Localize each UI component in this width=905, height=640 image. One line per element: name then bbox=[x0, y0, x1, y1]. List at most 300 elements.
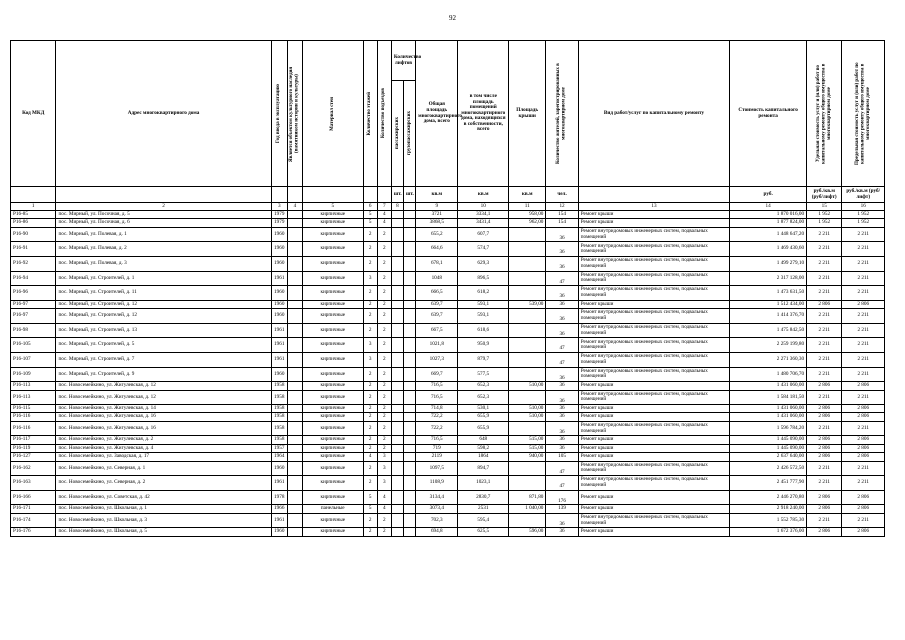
page-number: 92 bbox=[449, 14, 456, 22]
cell-unit: 2 211 bbox=[807, 421, 842, 436]
cell-unit: 2 211 bbox=[807, 352, 842, 367]
cell-code: Р16-109 bbox=[11, 367, 56, 382]
cell-roof: 962,00 bbox=[509, 219, 546, 227]
cell-address: пос. Мирный, ул. Полевая, д. 3 bbox=[56, 256, 271, 271]
cell-lc bbox=[403, 413, 415, 421]
cell-address: пос. Новосемейкино, ул. Жигулевская, д. 2 bbox=[56, 436, 271, 444]
cell-res: 36 bbox=[546, 256, 578, 271]
cell-roof bbox=[509, 390, 546, 405]
cell-area: 714,8 bbox=[416, 405, 458, 413]
cell-year: 1966 bbox=[271, 505, 287, 513]
cell-material: кирпичные bbox=[302, 242, 363, 257]
cell-res: 36 bbox=[546, 513, 578, 528]
cell-lc bbox=[403, 513, 415, 528]
cell-cost: 2 259 199,80 bbox=[730, 338, 807, 353]
cell-res: 36 bbox=[546, 242, 578, 257]
cell-year: 1979 bbox=[271, 219, 287, 227]
header-area-total: Общая площадь многоквартирного дома, всего bbox=[416, 41, 458, 187]
cell-floors: 2 bbox=[363, 242, 377, 257]
cell-res: 47 bbox=[546, 352, 578, 367]
cell-entrances: 2 bbox=[377, 436, 391, 444]
cell-work: Ремонт внутридомовых инженерных систем, подвальных помещений bbox=[578, 421, 730, 436]
cell-heritage bbox=[287, 367, 302, 382]
table-row bbox=[11, 211, 885, 219]
cell-max: 2 806 bbox=[842, 453, 885, 461]
cell-res: 36 bbox=[546, 286, 578, 301]
cell-unit: 2 211 bbox=[807, 309, 842, 324]
cell-heritage bbox=[287, 382, 302, 390]
column-number: 9 bbox=[416, 203, 458, 211]
cell-entrances: 2 bbox=[377, 421, 391, 436]
cell-own: 655,9 bbox=[458, 413, 509, 421]
cell-lp bbox=[391, 461, 403, 476]
cell-res: 154 bbox=[546, 219, 578, 227]
header-area-own: в том числе площадь помещений многоквартирного дома, находящихся в собственности, всего bbox=[458, 41, 509, 187]
header-address: Адрес многоквартирного дома bbox=[56, 41, 271, 187]
header-material: Материал стен bbox=[329, 96, 335, 131]
cell-cost: 2 451 777,90 bbox=[730, 476, 807, 491]
cell-material: кирпичные bbox=[302, 476, 363, 491]
cell-max: 2 806 bbox=[842, 300, 885, 308]
cell-roof: 871,80 bbox=[509, 490, 546, 505]
cell-res: 36 bbox=[546, 421, 578, 436]
cell-entrances: 2 bbox=[377, 271, 391, 286]
cell-material: кирпичные bbox=[302, 323, 363, 338]
cell-unit: 2 211 bbox=[807, 513, 842, 528]
cell-lc bbox=[403, 227, 415, 242]
cell-address: пос. Мирный, ул. Строителей, д. 9 bbox=[56, 367, 271, 382]
cell-material: кирпичные bbox=[302, 444, 363, 452]
cell-roof bbox=[509, 323, 546, 338]
cell-max: 2 211 bbox=[842, 242, 885, 257]
column-number: 12 bbox=[546, 203, 578, 211]
cell-own: 574,7 bbox=[458, 242, 509, 257]
table-row bbox=[11, 528, 885, 536]
cell-entrances: 2 bbox=[377, 413, 391, 421]
cell-roof bbox=[509, 476, 546, 491]
cell-work: Ремонт крыши bbox=[578, 436, 730, 444]
cell-heritage bbox=[287, 476, 302, 491]
cell-lp bbox=[391, 323, 403, 338]
cell-work: Ремонт крыши bbox=[578, 382, 730, 390]
column-number: 7 bbox=[377, 203, 391, 211]
cell-floors: 4 bbox=[363, 453, 377, 461]
cell-heritage bbox=[287, 453, 302, 461]
table-row bbox=[11, 219, 885, 227]
column-number: 14 bbox=[730, 203, 807, 211]
header-lifts-cargo: грузопассажирских bbox=[406, 111, 412, 156]
cell-cost: 1 448 647,20 bbox=[730, 227, 807, 242]
cell-unit: 2 211 bbox=[807, 390, 842, 405]
column-numbers-row bbox=[11, 203, 885, 211]
cell-roof: 510,00 bbox=[509, 413, 546, 421]
cell-res: 36 bbox=[546, 300, 578, 308]
cell-lp bbox=[391, 338, 403, 353]
cell-floors: 3 bbox=[363, 271, 377, 286]
cell-floors: 2 bbox=[363, 413, 377, 421]
cell-heritage bbox=[287, 528, 302, 536]
cell-lp bbox=[391, 444, 403, 452]
cell-lc bbox=[403, 271, 415, 286]
cell-area: 1097,5 bbox=[416, 461, 458, 476]
unit-roof-area: кв.м bbox=[509, 187, 546, 203]
cell-cost: 2 918 240,00 bbox=[730, 505, 807, 513]
cell-cost: 2 426 572,50 bbox=[730, 461, 807, 476]
cell-area: 655,2 bbox=[416, 227, 458, 242]
cell-roof: 958,00 bbox=[509, 211, 546, 219]
cell-unit: 2 211 bbox=[807, 271, 842, 286]
cell-work: Ремонт внутридомовых инженерных систем, подвальных помещений bbox=[578, 352, 730, 367]
cell-year: 1958 bbox=[271, 421, 287, 436]
cell-unit: 2 211 bbox=[807, 286, 842, 301]
unit-cost: руб. bbox=[730, 187, 807, 203]
cell-lc bbox=[403, 219, 415, 227]
cell-work: Ремонт крыши bbox=[578, 300, 730, 308]
cell-max: 2 806 bbox=[842, 405, 885, 413]
cell-own: 2830,7 bbox=[458, 490, 509, 505]
cell-address: пос. Мирный, ул. Строителей, д. 11 bbox=[56, 286, 271, 301]
table-row bbox=[11, 309, 885, 324]
cell-code: Р16-119 bbox=[11, 444, 56, 452]
cell-work: Ремонт крыши bbox=[578, 505, 730, 513]
cell-floors: 2 bbox=[363, 436, 377, 444]
cell-area: 1048 bbox=[416, 271, 458, 286]
cell-unit: 1 952 bbox=[807, 211, 842, 219]
cell-area: 678,1 bbox=[416, 256, 458, 271]
cell-year: 1961 bbox=[271, 323, 287, 338]
cell-floors: 2 bbox=[363, 300, 377, 308]
cell-address: пос. Мирный, ул. Строителей, д. 12 bbox=[56, 309, 271, 324]
cell-res: 139 bbox=[546, 505, 578, 513]
cell-heritage bbox=[287, 219, 302, 227]
cell-max: 2 806 bbox=[842, 444, 885, 452]
table-row bbox=[11, 436, 885, 444]
cell-lp bbox=[391, 367, 403, 382]
cell-own: 598,2 bbox=[458, 444, 509, 452]
cell-work: Ремонт внутридомовых инженерных систем, подвальных помещений bbox=[578, 286, 730, 301]
cell-floors: 5 bbox=[363, 490, 377, 505]
table-row bbox=[11, 405, 885, 413]
cell-area: 3868,5 bbox=[416, 219, 458, 227]
cell-cost: 1 469 430,60 bbox=[730, 242, 807, 257]
cell-material: кирпичные bbox=[302, 286, 363, 301]
cell-roof bbox=[509, 421, 546, 436]
cell-roof bbox=[509, 513, 546, 528]
cell-address: пос. Мирный, ул. Строителей, д. 1 bbox=[56, 271, 271, 286]
cell-work: Ремонт внутридомовых инженерных систем, подвальных помещений bbox=[578, 323, 730, 338]
cell-own: 577,5 bbox=[458, 367, 509, 382]
cell-own: 618,6 bbox=[458, 323, 509, 338]
cell-floors: 2 bbox=[363, 528, 377, 536]
cell-floors: 2 bbox=[363, 256, 377, 271]
cell-roof bbox=[509, 461, 546, 476]
table-row bbox=[11, 323, 885, 338]
column-number: 11 bbox=[509, 203, 546, 211]
cell-roof bbox=[509, 256, 546, 271]
cell-code: Р16-127 bbox=[11, 453, 56, 461]
column-number: 1 bbox=[11, 203, 56, 211]
cell-cost: 1 877 824,00 bbox=[730, 219, 807, 227]
cell-lp bbox=[391, 227, 403, 242]
cell-floors: 5 bbox=[363, 211, 377, 219]
cell-material: кирпичные bbox=[302, 300, 363, 308]
table-row bbox=[11, 505, 885, 513]
cell-cost: 1 414 376,70 bbox=[730, 309, 807, 324]
cell-own: 618,2 bbox=[458, 286, 509, 301]
cell-lc bbox=[403, 256, 415, 271]
cell-lp bbox=[391, 513, 403, 528]
cell-area: 3073,4 bbox=[416, 505, 458, 513]
cell-lc bbox=[403, 444, 415, 452]
cell-cost: 1 431 060,00 bbox=[730, 413, 807, 421]
cell-material: кирпичные bbox=[302, 390, 363, 405]
column-number: 10 bbox=[458, 203, 509, 211]
cell-code: Р16-105 bbox=[11, 338, 56, 353]
cell-floors: 2 bbox=[363, 421, 377, 436]
cell-lc bbox=[403, 490, 415, 505]
cell-area: 694,8 bbox=[416, 528, 458, 536]
cell-year: 1960 bbox=[271, 461, 287, 476]
cell-lp bbox=[391, 490, 403, 505]
cell-entrances: 3 bbox=[377, 476, 391, 491]
table-row bbox=[11, 227, 885, 242]
cell-material: кирпичные bbox=[302, 490, 363, 505]
cell-entrances: 2 bbox=[377, 309, 391, 324]
table-row bbox=[11, 390, 885, 405]
cell-entrances: 2 bbox=[377, 300, 391, 308]
cell-code: Р16-96 bbox=[11, 286, 56, 301]
cell-lc bbox=[403, 405, 415, 413]
header-code: Код МКД bbox=[11, 41, 56, 187]
cell-res: 36 bbox=[546, 528, 578, 536]
cell-res: 36 bbox=[546, 413, 578, 421]
cell-lc bbox=[403, 338, 415, 353]
header-lifts: Количество лифтов bbox=[391, 41, 415, 81]
cell-year: 1960 bbox=[271, 286, 287, 301]
cell-year: 1961 bbox=[271, 476, 287, 491]
cell-heritage bbox=[287, 513, 302, 528]
cell-own: 3431,4 bbox=[458, 219, 509, 227]
cell-own: 593,1 bbox=[458, 300, 509, 308]
cell-own: 625,5 bbox=[458, 528, 509, 536]
cell-material: кирпичные bbox=[302, 256, 363, 271]
cell-lp bbox=[391, 219, 403, 227]
header-year: Год ввода в эксплуатацию bbox=[276, 83, 282, 144]
cell-max: 2 806 bbox=[842, 436, 885, 444]
cell-roof bbox=[509, 227, 546, 242]
cell-unit: 2 211 bbox=[807, 461, 842, 476]
cell-own: 652,3 bbox=[458, 382, 509, 390]
cell-max: 2 211 bbox=[842, 461, 885, 476]
cell-address: пос. Новосемейкино, ул. Школьная, д. 1 bbox=[56, 505, 271, 513]
cell-code: Р16-92 bbox=[11, 256, 56, 271]
cell-address: пос. Новосемейкино, ул. Северная, д. 1 bbox=[56, 461, 271, 476]
unit-lifts-cargo: шт. bbox=[403, 187, 415, 203]
cell-res: 105 bbox=[546, 453, 578, 461]
table-row bbox=[11, 367, 885, 382]
cell-roof bbox=[509, 338, 546, 353]
cell-max: 2 211 bbox=[842, 256, 885, 271]
cell-address: пос. Мирный, ул. Строителей, д. 7 bbox=[56, 352, 271, 367]
cell-material: кирпичные bbox=[302, 382, 363, 390]
cell-lc bbox=[403, 505, 415, 513]
cell-lc bbox=[403, 323, 415, 338]
cell-cost: 1 584 181,50 bbox=[730, 390, 807, 405]
cell-unit: 2 806 bbox=[807, 300, 842, 308]
cell-res: 47 bbox=[546, 271, 578, 286]
cell-entrances: 3 bbox=[377, 461, 391, 476]
cell-own: 2531 bbox=[458, 505, 509, 513]
cell-material: кирпичные bbox=[302, 309, 363, 324]
cell-heritage bbox=[287, 309, 302, 324]
cell-max: 2 806 bbox=[842, 528, 885, 536]
unit-max-cost: руб./кв.м (руб/лифт) bbox=[842, 187, 885, 203]
cell-lc bbox=[403, 528, 415, 536]
cell-unit: 2 806 bbox=[807, 453, 842, 461]
cell-heritage bbox=[287, 390, 302, 405]
table-row bbox=[11, 352, 885, 367]
cell-lp bbox=[391, 256, 403, 271]
cell-work: Ремонт внутридомовых инженерных систем, подвальных помещений bbox=[578, 476, 730, 491]
cell-year: 1979 bbox=[271, 211, 287, 219]
cell-address: пос. Новосемейкино, ул. Советская, д. 42 bbox=[56, 490, 271, 505]
table-row bbox=[11, 476, 885, 491]
cell-roof: 510,00 bbox=[509, 405, 546, 413]
cell-address: пос. Новосемейкино, ул. Северная, д. 2 bbox=[56, 476, 271, 491]
cell-unit: 2 211 bbox=[807, 242, 842, 257]
cell-lp bbox=[391, 382, 403, 390]
cell-lp bbox=[391, 413, 403, 421]
unit-residents: чел. bbox=[546, 187, 578, 203]
cell-year: 1960 bbox=[271, 242, 287, 257]
cell-material: кирпичные bbox=[302, 338, 363, 353]
cell-entrances: 2 bbox=[377, 256, 391, 271]
cell-heritage bbox=[287, 421, 302, 436]
cell-year: 1964 bbox=[271, 453, 287, 461]
cell-lp bbox=[391, 271, 403, 286]
cell-address: пос. Мирный, ул. Строителей, д. 13 bbox=[56, 323, 271, 338]
cell-own: 652,3 bbox=[458, 390, 509, 405]
cell-res: 47 bbox=[546, 461, 578, 476]
cell-own: 530,1 bbox=[458, 405, 509, 413]
table-row bbox=[11, 461, 885, 476]
cell-material: кирпичные bbox=[302, 436, 363, 444]
cell-roof: 539,00 bbox=[509, 300, 546, 308]
cell-work: Ремонт крыши bbox=[578, 219, 730, 227]
cell-roof bbox=[509, 309, 546, 324]
cell-material: кирпичные bbox=[302, 367, 363, 382]
cell-roof: 1 040,00 bbox=[509, 505, 546, 513]
cell-heritage bbox=[287, 444, 302, 452]
cell-material: кирпичные bbox=[302, 413, 363, 421]
cell-lp bbox=[391, 242, 403, 257]
cell-material: кирпичные bbox=[302, 271, 363, 286]
cell-year: 1961 bbox=[271, 352, 287, 367]
cell-area: 719 bbox=[416, 444, 458, 452]
cell-material: кирпичные bbox=[302, 227, 363, 242]
cell-area: 702,3 bbox=[416, 513, 458, 528]
cell-res: 36 bbox=[546, 390, 578, 405]
cell-own: 595,4 bbox=[458, 513, 509, 528]
cell-own: 1023,1 bbox=[458, 476, 509, 491]
cell-max: 2 211 bbox=[842, 227, 885, 242]
cell-material: кирпичные bbox=[302, 405, 363, 413]
cell-code: Р16-113 bbox=[11, 390, 56, 405]
cell-material: кирпичные bbox=[302, 352, 363, 367]
cell-code: Р16-98 bbox=[11, 323, 56, 338]
cell-heritage bbox=[287, 413, 302, 421]
cell-heritage bbox=[287, 461, 302, 476]
cell-heritage bbox=[287, 256, 302, 271]
cell-unit: 2 806 bbox=[807, 405, 842, 413]
cell-work: Ремонт крыши bbox=[578, 444, 730, 452]
cell-material: кирпичные bbox=[302, 421, 363, 436]
cell-cost: 1 445 090,00 bbox=[730, 436, 807, 444]
cell-entrances: 2 bbox=[377, 367, 391, 382]
cell-floors: 2 bbox=[363, 476, 377, 491]
cell-material: кирпичные bbox=[302, 453, 363, 461]
cell-entrances: 2 bbox=[377, 242, 391, 257]
cell-cost: 2 317 128,00 bbox=[730, 271, 807, 286]
cell-code: Р16-116 bbox=[11, 413, 56, 421]
cell-lp bbox=[391, 453, 403, 461]
cell-max: 2 806 bbox=[842, 490, 885, 505]
cell-heritage bbox=[287, 227, 302, 242]
cell-floors: 2 bbox=[363, 309, 377, 324]
cell-address: пос. Мирный, ул. Полевая, д. 2 bbox=[56, 242, 271, 257]
cell-lp bbox=[391, 286, 403, 301]
cell-unit: 2 211 bbox=[807, 476, 842, 491]
cell-cost: 1 431 060,00 bbox=[730, 405, 807, 413]
cell-max: 2 211 bbox=[842, 390, 885, 405]
cell-res: 47 bbox=[546, 338, 578, 353]
cell-area: 639,7 bbox=[416, 309, 458, 324]
cell-cost: 1 499 279,10 bbox=[730, 256, 807, 271]
cell-material: кирпичные bbox=[302, 219, 363, 227]
cell-code: Р16-107 bbox=[11, 352, 56, 367]
cell-code: Р16-97 bbox=[11, 300, 56, 308]
cell-floors: 2 bbox=[363, 405, 377, 413]
cell-work: Ремонт внутридомовых инженерных систем, подвальных помещений bbox=[578, 461, 730, 476]
cell-unit: 2 806 bbox=[807, 436, 842, 444]
header-cost: Стоимость капитального ремонта bbox=[730, 41, 807, 187]
cell-unit: 2 211 bbox=[807, 227, 842, 242]
table-row bbox=[11, 242, 885, 257]
cell-year: 1958 bbox=[271, 413, 287, 421]
cell-roof: 515,00 bbox=[509, 444, 546, 452]
table-row bbox=[11, 382, 885, 390]
cell-heritage bbox=[287, 352, 302, 367]
header-residents: Количество жителей, зарегистрированных в многоквартирном доме bbox=[556, 63, 568, 164]
cell-lp bbox=[391, 528, 403, 536]
cell-unit: 2 211 bbox=[807, 338, 842, 353]
cell-work: Ремонт крыши bbox=[578, 405, 730, 413]
cell-material: кирпичные bbox=[302, 528, 363, 536]
cell-floors: 2 bbox=[363, 390, 377, 405]
capital-repair-table bbox=[10, 40, 885, 537]
column-number: 6 bbox=[363, 203, 377, 211]
cell-lc bbox=[403, 300, 415, 308]
table-row bbox=[11, 444, 885, 452]
cell-area: 716,5 bbox=[416, 390, 458, 405]
cell-heritage bbox=[287, 490, 302, 505]
cell-max: 2 211 bbox=[842, 476, 885, 491]
cell-code: Р16-94 bbox=[11, 271, 56, 286]
cell-lp bbox=[391, 421, 403, 436]
cell-heritage bbox=[287, 286, 302, 301]
cell-entrances: 2 bbox=[377, 286, 391, 301]
cell-code: Р16-176 bbox=[11, 528, 56, 536]
